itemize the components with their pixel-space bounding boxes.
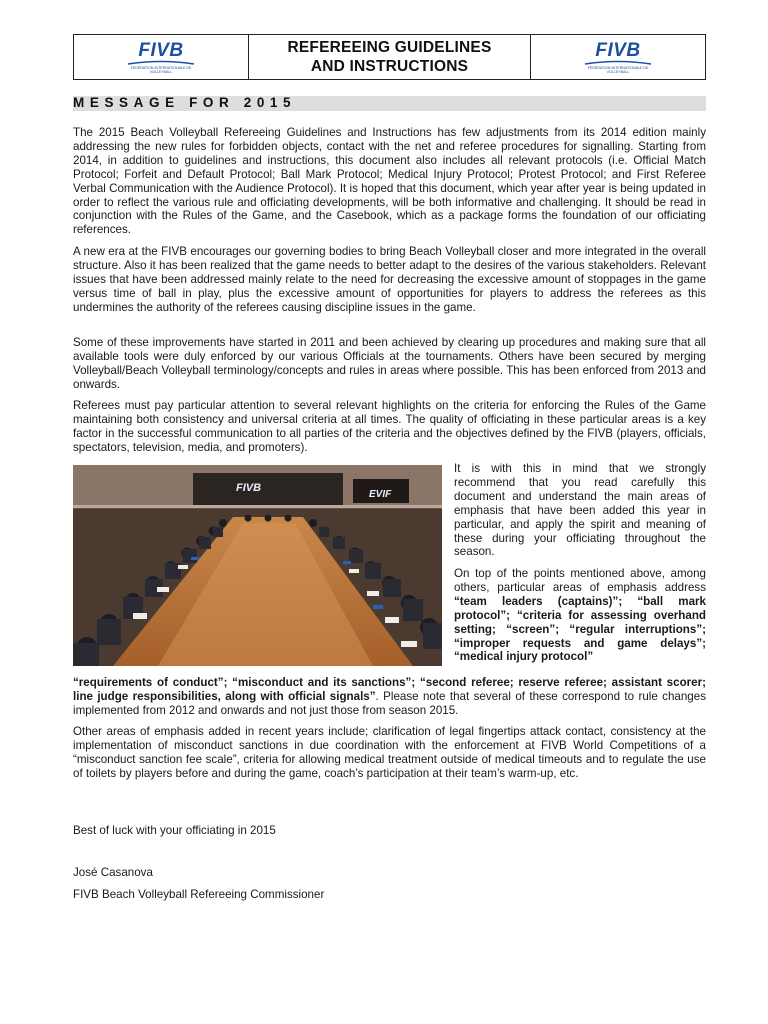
side-paragraph-2 <box>454 567 706 664</box>
signatory-role: FIVB Beach Volleyball Refereeing Commissioner <box>73 888 325 901</box>
header-title-line1: REFEREEING GUIDELINES <box>287 39 492 56</box>
paragraph-4: Referees must pay particular attention to several relevant highlights on the criteria for enforcing the Rules of the Game maintaining both consistency and universal criteria at all times. The quality of officiating in these particular areas is a key factor in the successful communication to all parties of the criteria and the objectives defined by the FIVB (players, officials, spectators, television, media, and promoters). <box>73 399 706 454</box>
signatory-name: José Casanova <box>73 866 153 879</box>
header-logo-left <box>74 35 248 79</box>
closing-wish: Best of luck with your officiating in 2015 <box>73 824 276 837</box>
paragraph-1: The 2015 Beach Volleyball Refereeing Guidelines and Instructions has few adjustments from its 2014 edition mainly addressing the new rules for forbidden objects, contact with the net and referee procedures for signalling. Starting from 2014, in addition to guidelines and instructions, this document also includes all relevant protocols (i.e. Official Match Protocol; Forfeit and Default Protocol; Ball Mark Protocol; Medical Injury Protocol; Protest Protocol; and First Referee Verbal Communication with the Audience Protocol). It is hoped that this document, which year after year is being updated in order to reflect the various rule and officiating developments, will be both informative and challenging. It should be read in conjunction with the Rules of the Game, and the Casebook, which as a package forms the foundation of our officiating references. <box>73 126 706 237</box>
section-title: MESSAGE FOR 2015 <box>73 95 297 110</box>
header-title <box>248 35 531 79</box>
photo-wall-logo-evif: EVIF <box>369 489 392 500</box>
side-paragraph-2-intro: On top of the points mentioned above, among others, particular areas of emphasis address <box>454 567 706 594</box>
side-paragraph-1: It is with this in mind that we strongly recommend that you read carefully this document and understand the main areas of emphasis that have been added this year in particular, and apply the spirit and meaning of these during your officiating throughout the season. <box>454 462 706 559</box>
paragraph-5-emphasis: “requirements of conduct”; “misconduct and its sanctions”; “second referee; reserve referee; assistant scorer; line judge responsibilities, along with official signals” <box>73 676 706 703</box>
fivb-logo-word: FIVB <box>138 39 184 61</box>
document-header <box>73 34 706 80</box>
paragraph-2: A new era at the FIVB encourages our governing bodies to bring Beach Volleyball closer and more integrated in the overall structure. Also it has been realized that the game needs to better adapt to the desires of the various stakeholders. Relevant issues that have been addressed mainly relate to the need for decreasing the excessive amount of stoppages in the game versus time of ball in play, plus the excessive amount of opportunities for players to address the referees as this undermines the authority of the referees causing discipline issues in the game. <box>73 245 706 314</box>
fivb-logo-subtitle: FÉDÉRATION INTERNATIONALE DE VOLLEYBALL <box>130 65 192 74</box>
meeting-photo <box>73 465 442 666</box>
header-logo-right <box>531 35 705 79</box>
paragraph-5-rest: . Please note that several of these correspond to rule changes implemented from 2012 and onwards and not just those from season 2015. <box>73 689 706 717</box>
header-title-line2: AND INSTRUCTIONS <box>310 58 469 75</box>
section-heading-bar <box>73 96 706 111</box>
paragraph-3: Some of these improvements have started in 2011 and been achieved by clearing up procedures and making sure that all available tools were duly enforced by our various Officials at the tournaments. Others have been secured by merging Volleyball/Beach Volleyball terminology/concepts and rules in areas where possible. This has been enforced from 2013 and onwards. <box>73 336 706 391</box>
photo-wall-logo-fivb: FIVB <box>236 482 262 494</box>
paragraph-6: Other areas of emphasis added in recent years include; clarification of legal fingertips attack contact, consistency at the implementation of misconduct sanctions in due coordination with the enforcement at FIVB World Competitions of a “misconduct sanction fee scale”, criteria for allowing medical treatment outside of medical timeouts and to regulate the use of toilets by players before and during the game, coach’s participation at their team’s warm-up, etc. <box>73 725 706 780</box>
fivb-logo-word: FIVB <box>595 39 641 61</box>
side-paragraph-2-emphasis: “team leaders (captains)”; “ball mark protocol”; “criteria for assessing overhand setting; “screen”; “regular interruptions”; “improper requests and game delays”; “medical injury protocol” <box>454 594 706 664</box>
fivb-logo-subtitle: FÉDÉRATION INTERNATIONALE DE VOLLEYBALL <box>587 65 649 74</box>
paragraph-5 <box>73 676 706 718</box>
